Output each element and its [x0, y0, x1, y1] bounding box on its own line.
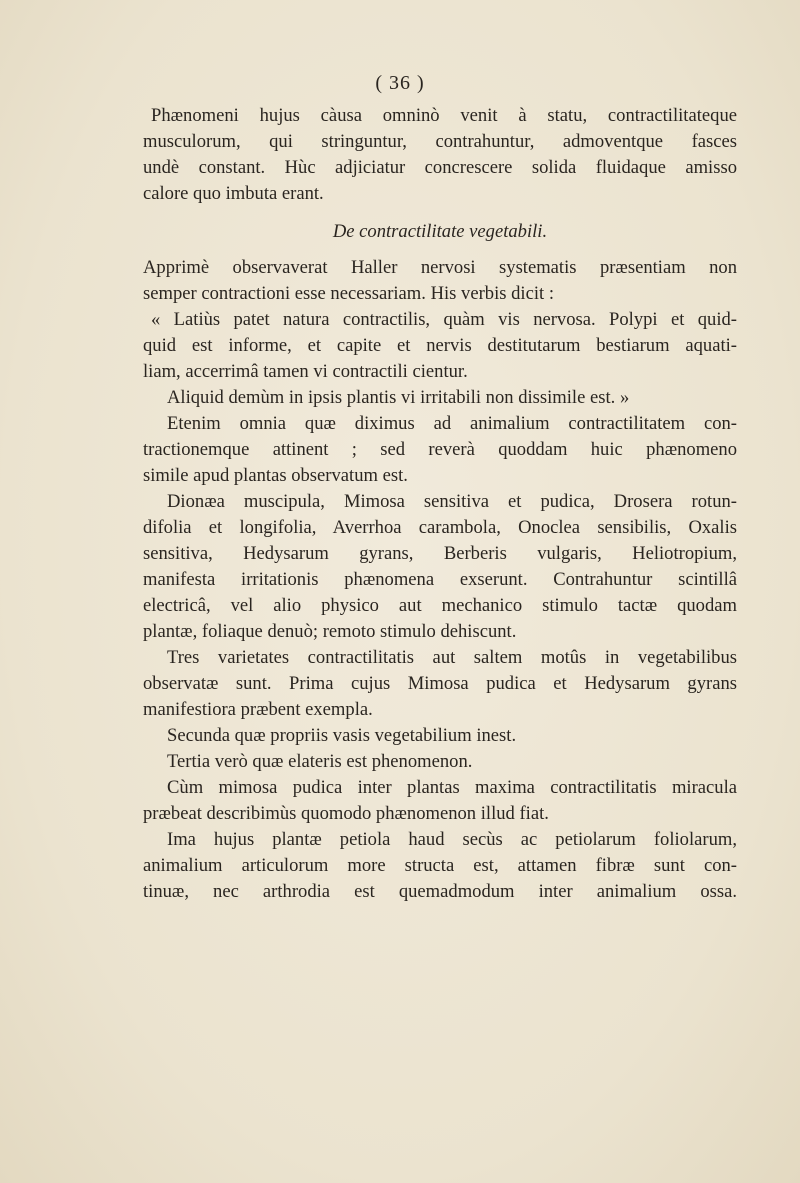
quote-line: quid est informe, et capite et nervis destitutarum bestiarum aquati- [143, 335, 737, 356]
text-line: simile apud plantas observatum est. [143, 465, 408, 486]
text-line: animalium articulorum more structa est, attamen fibræ sunt con- [143, 855, 737, 876]
text-line: sensitiva, Hedysarum gyrans, Berberis vulgaris, Heliotropium, [143, 543, 737, 564]
text-line: tractionemque attinent ; sed reverà quoddam huic phænomeno [143, 439, 737, 460]
page-number: ( 36 ) [375, 72, 425, 94]
body-text [143, 103, 737, 905]
text-line: manifesta irritationis phænomena exserunt. Contrahuntur scintillâ [143, 569, 737, 590]
text-line: Dionæa muscipula, Mimosa sensitiva et pudica, Drosera rotun- [167, 491, 737, 512]
text-line: undè constant. Hùc adjiciatur concrescere solida fluidaque amisso [143, 157, 737, 178]
section-heading: De contractilitate vegetabili. [332, 221, 548, 242]
text-line: Secunda quæ propriis vasis vegetabilium inest. [167, 725, 517, 746]
text-line: Cùm mimosa pudica inter plantas maxima contractilitatis miracula [167, 777, 737, 798]
text-line: plantæ, foliaque denuò; remoto stimulo dehiscunt. [143, 621, 517, 642]
text-line: Etenim omnia quæ diximus ad animalium contractilitatem con- [167, 413, 737, 434]
text-line: manifestiora præbent exempla. [143, 699, 373, 720]
text-line: difolia et longifolia, Averrhoa carambola, Onoclea sensibilis, Oxalis [143, 517, 737, 538]
text-line: calore quo imbuta erant. [143, 183, 324, 204]
text-line: observatæ sunt. Prima cujus Mimosa pudica et Hedysarum gyrans [143, 673, 737, 694]
text-line: musculorum, qui stringuntur, contrahuntur, admoventque fasces [143, 131, 737, 152]
text-line: Tres varietates contractilitatis aut saltem motûs in vegetabilibus [167, 647, 737, 668]
text-line: præbeat describimùs quomodo phænomenon illud fiat. [143, 803, 549, 824]
text-line: Tertia verò quæ elateris est phenomenon. [167, 751, 473, 772]
text-line: electricâ, vel alio physico aut mechanico stimulo tactæ quodam [143, 595, 737, 616]
text-line: semper contractioni esse necessariam. His verbis dicit : [143, 283, 554, 304]
quote-line: liam, accerrimâ tamen vi contractili cientur. [143, 361, 468, 382]
text-line: tinuæ, nec arthrodia est quemadmodum inter animalium ossa. [143, 881, 737, 902]
quote-line: « Latiùs patet natura contractilis, quàm vis nervosa. Polypi et quid- [151, 309, 737, 330]
text-line: Phænomeni hujus càusa omninò venit à statu, contractilitateque [151, 105, 737, 126]
text-line: Ima hujus plantæ petiola haud secùs ac petiolarum foliolarum, [167, 829, 737, 850]
text-line: Apprimè observaverat Haller nervosi systematis præsentiam non [143, 257, 737, 278]
quote-line: Aliquid demùm in ipsis plantis vi irritabili non dissimile est. » [167, 387, 630, 408]
